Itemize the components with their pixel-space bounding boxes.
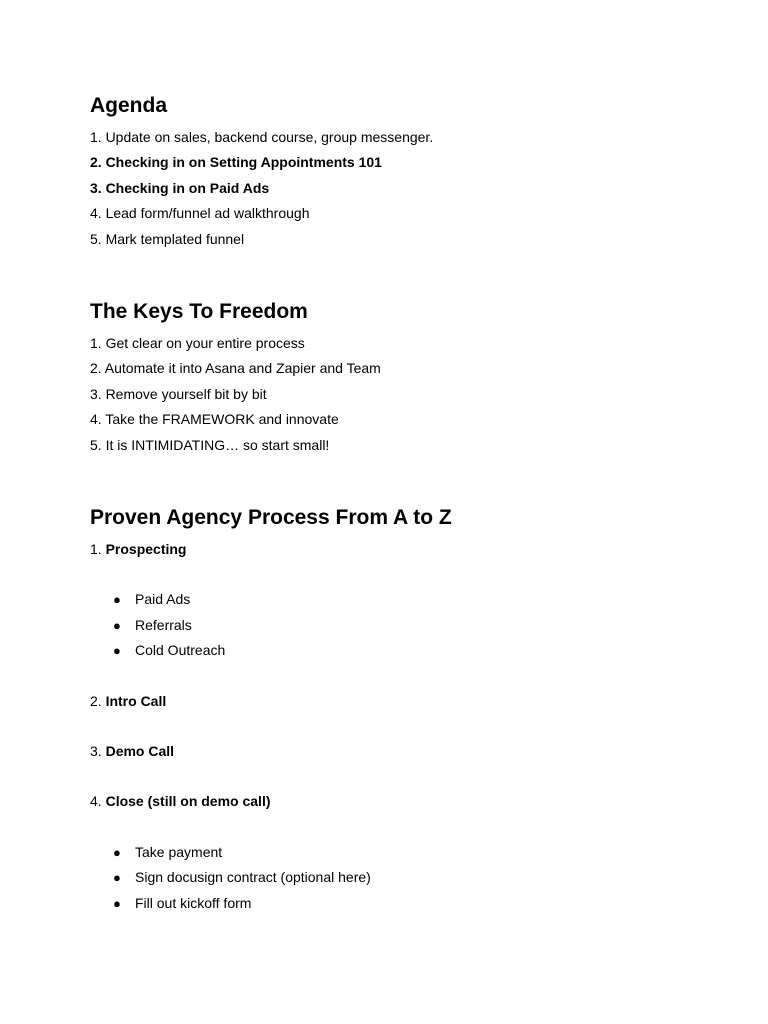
- step-number: 4.: [90, 793, 106, 810]
- process-step: [90, 537, 710, 562]
- step-number: 1.: [90, 541, 106, 557]
- bullet-text: Paid Ads: [135, 591, 191, 608]
- keys-item: 3. Remove yourself bit by bit: [90, 385, 267, 402]
- bullet-icon: ●: [113, 592, 121, 608]
- list-item: [90, 587, 710, 612]
- bullet-icon: ●: [113, 895, 121, 911]
- agenda-item: 1. Update on sales, backend course, group messenger.: [90, 129, 434, 145]
- bullet-text: Take payment: [135, 843, 223, 860]
- bullet-icon: ●: [113, 844, 121, 860]
- process-section: [90, 504, 710, 916]
- agenda-item: 2. Checking in on Setting Appointments 101: [90, 154, 382, 171]
- step-bullet-list: [90, 587, 710, 663]
- list-item: [90, 613, 710, 638]
- step-number: 2.: [90, 692, 106, 709]
- keys-item: 2. Automate it into Asana and Zapier and Team: [90, 360, 381, 377]
- bullet-icon: ●: [113, 643, 121, 659]
- list-item: [90, 891, 710, 916]
- keys-item: 1. Get clear on your entire process: [90, 335, 305, 351]
- keys-section: [90, 298, 710, 458]
- list-item: [90, 865, 710, 890]
- keys-item: 4. Take the FRAMEWORK and innovate: [90, 411, 339, 428]
- bullet-icon: ●: [113, 870, 121, 886]
- bullet-text: Sign docusign contract (optional here): [135, 869, 371, 886]
- list-item: [90, 638, 710, 663]
- bullet-icon: ●: [113, 617, 121, 633]
- keys-heading: The Keys To Freedom: [90, 300, 308, 323]
- agenda-item: 5. Mark templated funnel: [90, 230, 245, 247]
- step-label: Prospecting: [105, 541, 187, 557]
- process-heading: Proven Agency Process From A to Z: [90, 506, 452, 529]
- process-step: [90, 689, 710, 714]
- agenda-section: [90, 92, 710, 252]
- bullet-text: Referrals: [135, 616, 192, 633]
- step-label: Close (still on demo call): [105, 793, 271, 810]
- agenda-item: 4. Lead form/funnel ad walkthrough: [90, 205, 310, 222]
- process-step: [90, 739, 710, 764]
- list-item: [90, 840, 710, 865]
- bullet-text: Cold Outreach: [135, 642, 226, 659]
- step-label: Intro Call: [105, 692, 167, 709]
- step-bullet-list: [90, 840, 710, 916]
- bullet-text: Fill out kickoff form: [135, 894, 252, 911]
- agenda-item: 3. Checking in on Paid Ads: [90, 179, 270, 196]
- keys-item: 5. It is INTIMIDATING… so start small!: [90, 436, 330, 453]
- agenda-heading: Agenda: [90, 94, 168, 117]
- step-number: 3.: [90, 743, 106, 760]
- process-step: [90, 789, 710, 814]
- step-label: Demo Call: [105, 743, 175, 760]
